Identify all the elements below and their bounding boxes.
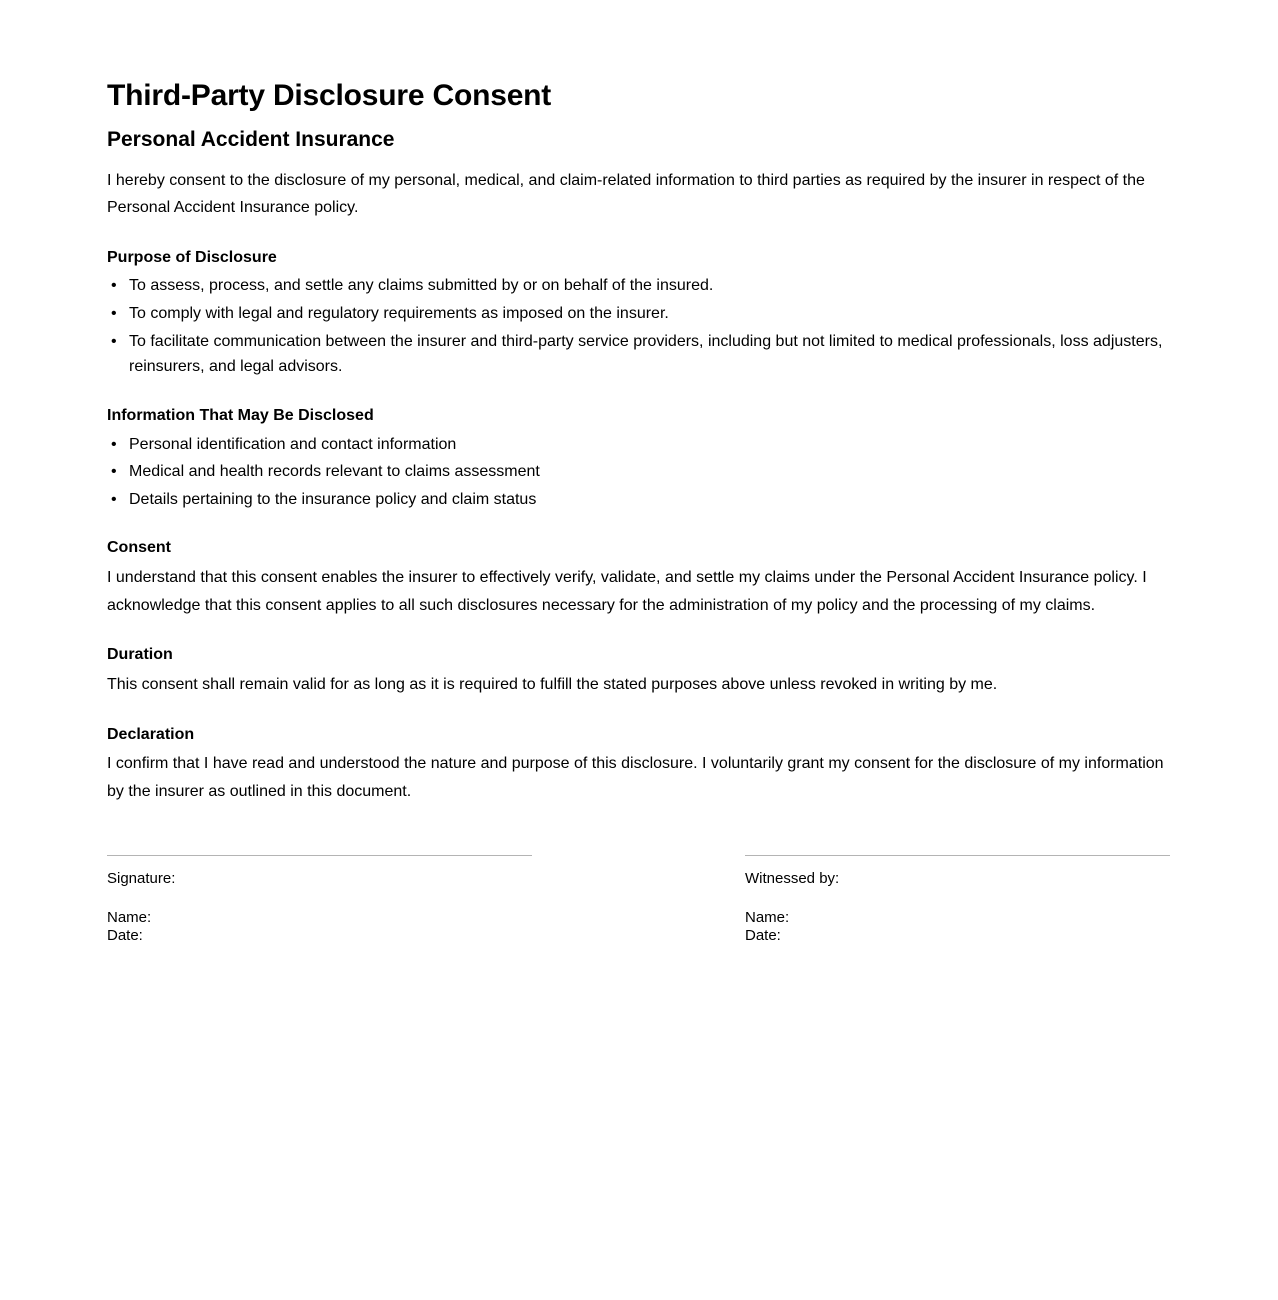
section-heading-purpose: Purpose of Disclosure	[107, 248, 277, 266]
section-heading-declaration: Declaration	[107, 725, 195, 743]
consent-paragraph: I understand that this consent enables the insurer to effectively verify, validate, and settle my claims under the Personal Accident Insurance policy. I acknowledge that this consent applies to all such disclosures necessary for the administration of my policy and the processing of my claims.	[107, 569, 1147, 614]
section-heading-duration: Duration	[107, 646, 173, 664]
signature-block-signatory	[107, 855, 532, 944]
information-list	[107, 432, 1173, 513]
signature-line-witness	[745, 855, 1170, 856]
declaration-paragraph: I confirm that I have read and understood the nature and purpose of this disclosure. I voluntarily grant my consent for the disclosure of my information by the insurer as outlined in this document.	[107, 755, 1164, 800]
signatory-name-label: Name:	[107, 909, 152, 927]
duration-paragraph: This consent shall remain valid for as long as it is required to fulfill the stated purposes above unless revoked in writing by me.	[107, 675, 998, 693]
list-item: • To assess, process, and settle any claims submitted by or on behalf of the insured.	[107, 273, 1173, 299]
witness-label: Witnessed by:	[745, 870, 840, 888]
page-title: Third-Party Disclosure Consent	[107, 79, 552, 112]
list-item: • To facilitate communication between the insurer and third-party service providers, including but not limited to medical professionals, loss adjusters, reinsurers, and legal advisors.	[107, 329, 1173, 380]
signature-area	[107, 855, 1173, 944]
section-consent	[107, 538, 1173, 619]
section-declaration	[107, 725, 1173, 806]
signatory-date-label: Date:	[107, 926, 143, 944]
witness-date-label: Date:	[745, 926, 781, 944]
section-purpose-of-disclosure	[107, 248, 1173, 380]
section-duration	[107, 645, 1173, 698]
intro-paragraph: I hereby consent to the disclosure of my personal, medical, and claim-related information to third parties as required by the insurer in respect of the Personal Accident Insurance policy.	[107, 171, 1145, 217]
list-item: • Medical and health records relevant to claims assessment	[107, 459, 1173, 485]
witness-name-label: Name:	[745, 909, 790, 927]
list-item: • Personal identification and contact information	[107, 432, 1173, 458]
document-subtitle: Personal Accident Insurance	[107, 128, 395, 152]
purpose-list	[107, 273, 1173, 379]
section-information-disclosed	[107, 406, 1173, 513]
signature-line-signatory	[107, 855, 532, 856]
signature-label: Signature:	[107, 870, 176, 888]
section-heading-consent: Consent	[107, 539, 171, 557]
list-item: • To comply with legal and regulatory requirements as imposed on the insurer.	[107, 301, 1173, 327]
signature-block-witness	[745, 855, 1170, 944]
section-heading-information: Information That May Be Disclosed	[107, 406, 374, 424]
list-item: • Details pertaining to the insurance policy and claim status	[107, 487, 1173, 513]
